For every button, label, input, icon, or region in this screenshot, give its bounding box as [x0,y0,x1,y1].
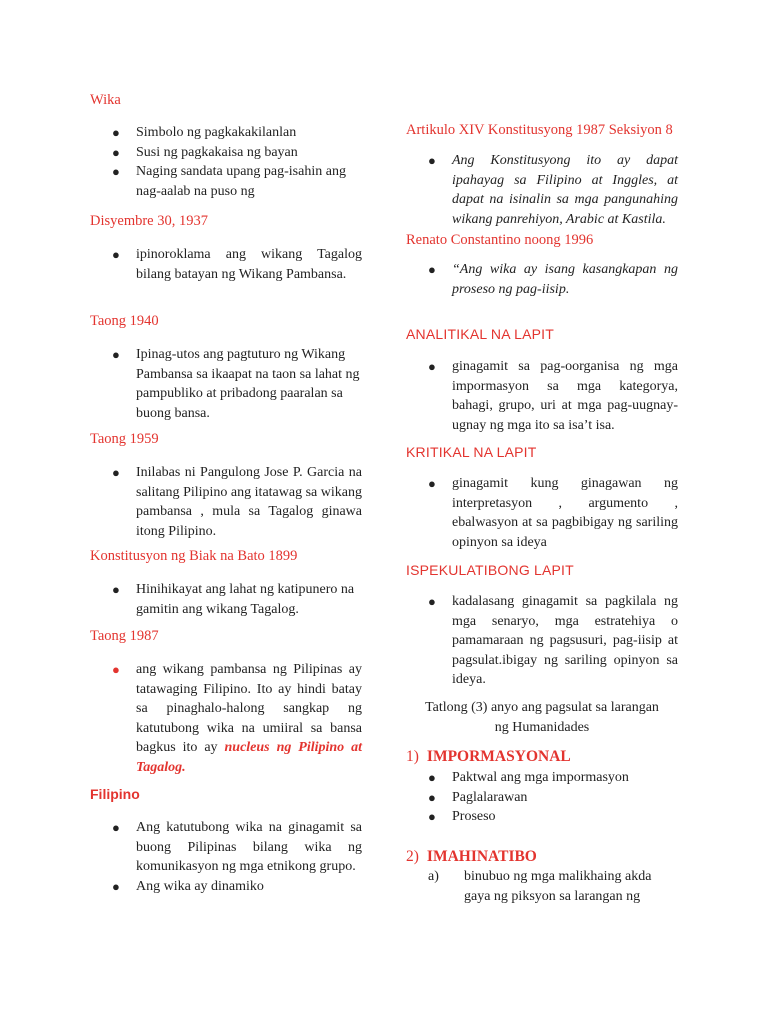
bullet-icon: ● [428,476,436,491]
list-item: ● ipinoroklama ang wikang Tagalog bilang batayan ng Wikang Pambansa. [112,247,362,282]
list-item: ● ginagamit kung ginagawan ng interpretasyon , argumento , ebalwasyon at sa pagbibigay ng sariling opinyon sa ideya [428,476,678,550]
list-item: ● Ipinag-utos ang pagtuturo ng Wikang Pambansa sa ikaapat na taon sa lahat ng pampubliko at pribadong paaralan sa buong bansa. [112,347,360,421]
heading-taong-1940: Taong 1940 [90,313,159,329]
heading-taong-1987: Taong 1987 [90,628,159,644]
list-taong-1940 [90,345,362,423]
list-disyembre-1937 [90,245,362,284]
bullet-icon: ● [112,582,120,597]
bullet-icon: ● [112,347,120,362]
bullet-icon: ● [428,359,436,374]
heading-wika: Wika [90,92,121,108]
heading-analitikal: ANALITIKAL NA LAPIT [406,326,555,342]
bullet-icon: ● [112,820,120,835]
bullet-icon: ● [428,809,436,824]
bullet-icon: ● [428,594,436,609]
heading-filipino: Filipino [90,786,140,802]
list-item: ● Inilabas ni Pangulong Jose P. Garcia na salitang Pilipino ang itatawag sa wikang pambansa , mula sa Tagalog ginawa itong Pilipino. [112,465,362,539]
list-impormasyonal [406,768,678,827]
list-item: ● ang wikang pambansa ng Pilipinas ay tatawaging Filipino. Ito ay hindi batay sa pinaghalo-halong sangkap ng katutubong wika na umiiral sa bansa bagkus ito ay nucleus ng Pilipino at Tagalog. [112,662,363,775]
bullet-icon: ● [428,770,436,785]
list-item: ● Susi ng pagkakaisa ng bayan [90,143,362,163]
list-item: ● Hinihikayat ang lahat ng katipunero na gamitin ang wikang Tagalog. [112,582,355,617]
list-item: ● ginagamit sa pag-oorganisa ng mga impormasyon sa mga kategorya, bahagi, grupo, uri at mga pag-uugnay-ugnay ng mga ito sa isa’t isa. [428,359,678,433]
list-ispekulatibo [406,592,678,690]
list-taong-1987 [90,660,362,777]
list-item: ● Proseso [406,807,678,827]
heading-renato: Renato Constantino noong 1996 [406,232,594,248]
heading-imahinatibo: 2) IMAHINATIBO [406,848,537,865]
list-item: ● “Ang wika ay isang kasangkapan ng proseso ng pag-iisip. [428,262,678,297]
list-item: ● Naging sandata upang pag-isahin ang nag-aalab na puso ng [112,164,346,199]
list-kritikal [406,474,678,552]
list-item: ● Ang katutubong wika na ginagamit sa buong Pilipinas bilang wika ng komunikasyon ng mga etnikong grupo. [112,820,362,874]
emphasis-text: nucleus ng Pilipino at Tagalog. [136,740,363,775]
heading-ispekulatibo: ISPEKULATIBONG LAPIT [406,562,574,578]
list-item: ● Ang Konstitusyong ito ay dapat ipahayag sa Filipino at Inggles, at dapat na isinalin sa mga pangunahing wikang panrehiyon, Arabic at Kastila. [428,153,678,227]
list-item: ● Ang wika ay dinamiko [90,877,362,897]
list-item: ● Simbolo ng pagkakakilanlan [90,123,362,143]
bullet-icon: ● [112,247,120,262]
list-artikulo [406,151,678,229]
bullet-icon: ● [428,789,436,805]
list-renato [406,260,678,299]
list-item: ● Paktwal ang mga impormasyon [406,768,678,788]
heading-taong-1959: Taong 1959 [90,431,159,447]
list-taong-1959 [90,463,362,541]
bullet-icon: ● [112,662,120,677]
list-item: ● kadalasang ginagamit sa pagkilala ng mga senaryo, mga estratehiya o pamamaraan ng pagsusuri, pag-iisip at pagsulat.ibigay ng sariling opinyon sa ideya. [428,594,678,687]
bullet-icon: ● [112,465,120,480]
bullet-icon: ● [112,164,120,179]
heading-disyembre-1937: Disyembre 30, 1937 [90,213,208,229]
list-item: ● Paglalarawan [406,788,678,808]
bullet-icon: ● [112,125,120,140]
list-biak-na-bato [90,580,362,619]
humanidades-note: Tatlong (3) anyo ang pagsulat sa larangan ng Humanidades [425,700,659,735]
alpha-item: a) binubuo ng mga malikhaing akda gaya ng piksyon sa larangan ng [428,869,652,904]
heading-impormasyonal: 1) IMPORMASYONAL [406,748,571,765]
bullet-icon: ● [112,878,120,894]
list-analitikal [406,357,678,435]
heading-kritikal: KRITIKAL NA LAPIT [406,444,537,460]
heading-artikulo: Artikulo XIV Konstitusyong 1987 Seksiyon 8 [406,122,673,138]
list-wika [90,123,362,201]
bullet-icon: ● [112,144,120,160]
bullet-icon: ● [428,153,436,168]
bullet-icon: ● [428,262,436,277]
heading-biak-na-bato: Konstitusyon ng Biak na Bato 1899 [90,548,298,564]
list-filipino [90,818,362,896]
